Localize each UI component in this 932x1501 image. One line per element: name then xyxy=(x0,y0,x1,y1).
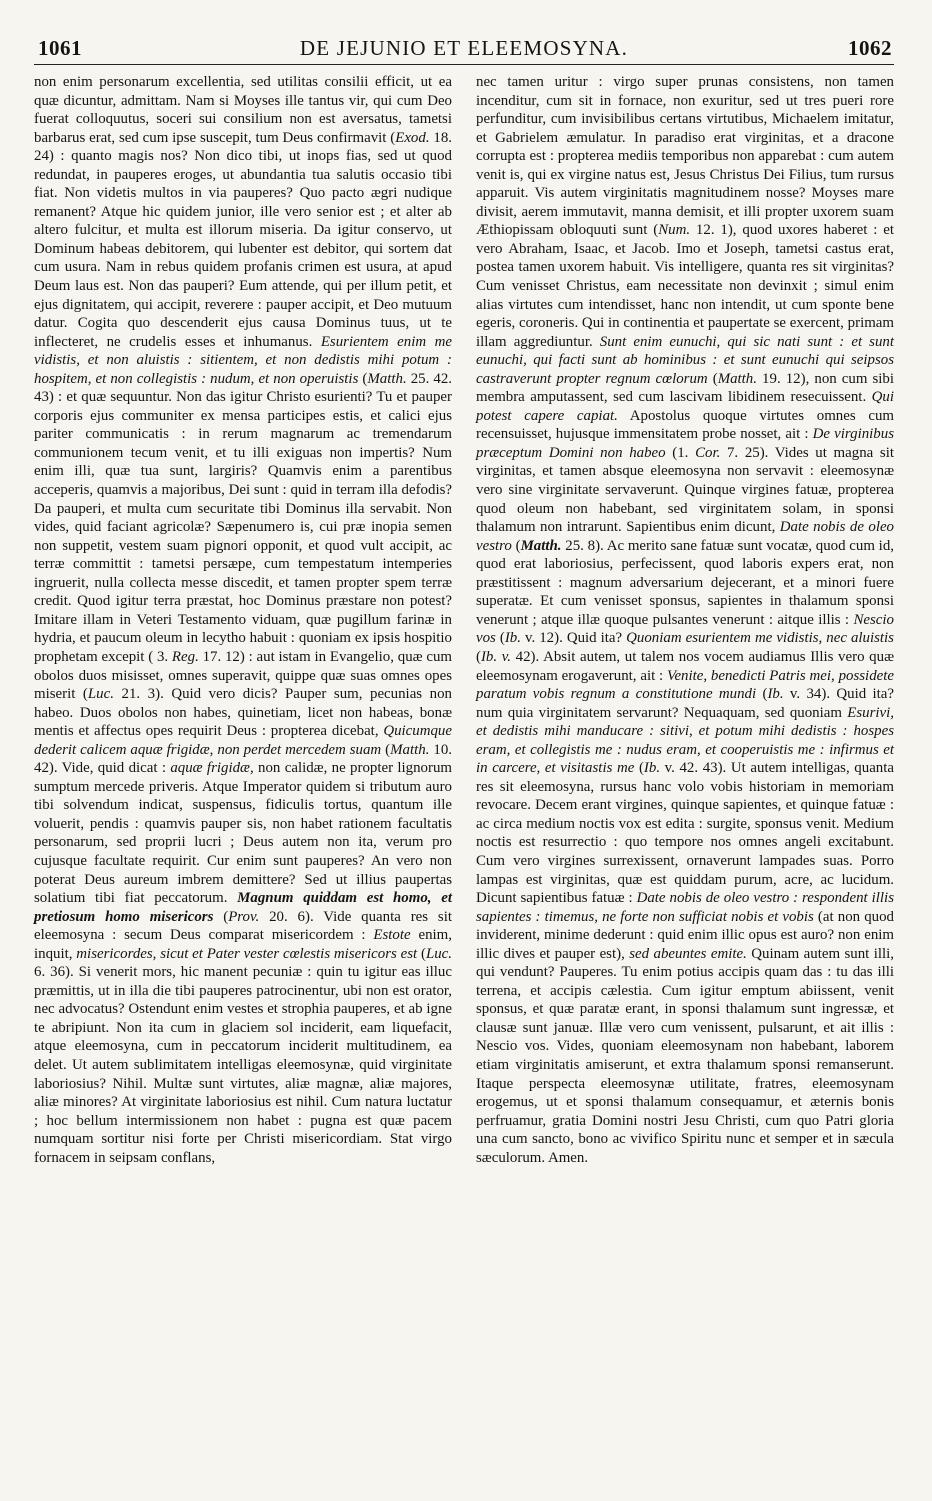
text-segment: enim, inquit, xyxy=(34,927,452,962)
text-segment: v. 34). Quid ita? num quia virginitatem servarunt? Nequaquam, sed quoniam xyxy=(476,686,894,721)
text-segment: (1. xyxy=(665,444,696,461)
text-segment: Nescio vos xyxy=(476,611,894,647)
text-segment: ( xyxy=(417,945,426,962)
text-segment: sed abeuntes emite. xyxy=(629,945,747,962)
text-segment: Magnum quiddam est homo, et pretiosum homo misericors xyxy=(34,890,452,925)
text-segment: nec tamen uritur : virgo super prunas consistens, non tamen incenditur, cum sit in fornace, non exuritur, sed ut tres pueri rore perfunditur, cum invisibilibus certans virtutibus, Michaelem imitatur, et Gabrielem æmulatur. In paradiso erat virginitas, et a dracone corrupta est : propterea mediis temporibus non apparebat : cum autem venit is, qui ex virgine natus est, Jesus Christus Dei Filius, tum rursus apparuit. Vis autem virginitatis magnitudinem nosse? Moyses mare divisit, aerem immutavit, manna demisit, et illi propter uxorem suam Æthiopissam obloquuti sunt ( xyxy=(476,74,894,239)
text-segment: 20. 6). Vide quanta res sit eleemosyna : secum Deus comparat misericordem : xyxy=(34,908,452,944)
text-segment: ( xyxy=(381,741,391,758)
text-segment: 6. 36). Si venerit mors, hic manent pecuniæ : quin tu igitur eas illuc præmittis, ut in illa die tibi pauperes patrocinentur, ubi non est orator, nec advocatus? Ostendunt enim vestes et strophia pauperes, et ab igne te abripiunt. Non ita cum in glaciem sol inciderit, eam liquefacit, atque eleemosyna, cum in peccatorum inciderit multitudinem, ea delet. Ut autem sublimitatem intelligas eleemosynæ, quid virginitate laboriosius? Nihil. Multæ sunt virtutes, aliæ magnæ, aliæ majores, aliæ minores? At virginitate laboriosius est nihil. Cum natura luctatur ; hoc bellum intermissionem non habet : pugna est quæ pacem numquam sortitur nisi forte per Christi misericordiam. Stat virgo fornacem in seipsam conflans, xyxy=(34,964,452,1166)
running-header xyxy=(34,30,894,65)
column-right-text xyxy=(476,73,894,1167)
text-segment: 17. 12) : aut istam in Evangelio, quæ cum obolos duos misisset, omnes superavit, quippe quæ suas omnes opes miserit ( xyxy=(34,648,452,703)
text-segment: 19. 12), non cum sibi membra amputassent, sed cum lascivam libidinem resecuissent. xyxy=(476,370,894,406)
text-segment: Luc. xyxy=(425,945,452,962)
text-segment: Prov. xyxy=(228,908,260,925)
text-segment: ( xyxy=(495,630,505,647)
text-segment: Qui potest capere capiat. xyxy=(476,389,894,424)
page-number-right: 1062 xyxy=(848,36,892,60)
text-segment: Exod. xyxy=(395,129,430,146)
text-segment: Matth. xyxy=(390,741,430,758)
text-segment: ( xyxy=(213,908,229,925)
text-segment: Esurivi, et dedistis mihi manducare : sitivi, et potum mihi dedistis : hospes eram, et collegistis me : nudus eram, et cooperuistis me : infirmus et in carcere, et visitastis me xyxy=(476,704,894,777)
text-columns xyxy=(34,73,894,1493)
text-segment: 25. 8). Ac merito sane fatuæ sunt vocatæ, quod cum id, quod erat laboriosius, perfecissent, quod laboris expers erat, non præstitissent : magnum adversarium dejecerant, et a minori fuere superatæ. Et cum venisset sponsus, sapientes in thalamum sponsi venerunt ; atque illæ quoque pulsantes venerunt : aitque illis : xyxy=(476,537,894,628)
page-number-left: 1061 xyxy=(38,36,82,60)
text-segment: Cor. xyxy=(695,444,721,461)
text-segment: Apostolus quoque virtutes omnes cum recensuisset, hujusque immensitatem probe nosset, ait : xyxy=(476,407,894,443)
text-segment: Venite, benedicti Patris mei, possidete paratum vobis regnum a constitutione mundi xyxy=(476,667,894,703)
running-title: DE JEJUNIO ET ELEEMOSYNA. xyxy=(299,36,629,60)
text-segment: Matth. xyxy=(520,537,562,554)
text-segment: v. 12). Quid ita? xyxy=(520,630,627,647)
text-segment: Ib. xyxy=(504,630,521,647)
text-segment: v. 42. 43). Ut autem intelligas, quanta res sit eleemosyna, rursus hanc volo vobis historiam in memoriam revocare. Decem erant virgines, quinque sapientes, et quinque fatuæ : ac circa medium noctis vox est edita : surgite, sponsus venit. Medium noctis est resurrectio : quo tempore nos omnes angeli excitabunt. Cum vero virgines surrexissent, ornaverunt lampades suas. Porro lampas est virginitas, quæ est quiddam purum, acre, ac lucidum. Dicunt sapientibus fatuæ : xyxy=(476,760,894,907)
text-segment: Matth. xyxy=(367,370,407,387)
text-segment: Ib. v. xyxy=(480,648,511,665)
column-right xyxy=(476,73,894,1493)
text-segment: misericordes, sicut et Pater vester cœlestis misericors est xyxy=(76,945,418,962)
text-segment: ( xyxy=(634,760,644,777)
text-segment: Ib. xyxy=(643,760,661,777)
text-segment: 25. 42. 43) : et quæ sequuntur. Non das igitur Christo esurienti? Tu et pauper corporis ejus communiter ex mensa participes estis, et calici ejus pariter communicatis : in rerum magnarum ac tremendarum communionem tecum venit, et tu illi exiguas non impertis? Num enim illi, quæ tua sunt, largiris? Quamvis enim a parentibus acceperis, quamvis a majoribus, Dei sunt : quid in terram illa defodis? Da pauperi, et multa cum securitate tibi Dominus illa servabit. Non vides, quid faciant agricolæ? Sæpenumero is, cui præ inopia semen non suppetit, vestem suam pignori opponit, et quod vult accipit, ac terræ committit : tametsi persæpe, cum tempestatum intemperies ingruerit, nulla collecta messe discedit, et tamen propter spem terræ credit. Quod igitur terra præstat, hoc Dominus præstare non potest? Imitare illam in Veteri Testamento viduam, quæ pugillum farinæ in hydria, et paucum oleum in lecytho habuit : quoniam ex ipsis hospitio prophetam excepit ( 3. xyxy=(34,370,453,665)
text-segment: Date nobis de oleo vestro : respondent illis sapientes : timemus, ne forte non sufficiat nobis et vobis xyxy=(476,890,894,925)
text-segment: Luc. xyxy=(87,686,114,703)
text-segment: 21. 3). Quid vero dicis? Pauper sum, pecunias non habeo. Duos obolos non habes, quinetiam, licet non habeas, bonæ mentis et affectus opes requirit Deus : propterea dicebat, xyxy=(34,686,452,740)
text-segment: ( xyxy=(511,537,521,554)
column-left-text xyxy=(34,73,452,1167)
text-segment: 7. 25). Vides ut magna sit virginitas, et tamen absque eleemosyna non servavit : eleemosynæ vero sine virginitate servaverunt. Quinque virgines fatuæ, propterea quod oleum non habebant, sed virginitatem solam, in sponsi thalamum non intrarunt. Sapientibus enim dicunt, xyxy=(476,444,894,536)
text-segment: Num. xyxy=(658,222,691,239)
text-segment: 10. 42). Vide, quid dicat : xyxy=(34,741,453,777)
text-segment: non enim personarum excellentia, sed utilitas consilii efficit, ut ea quæ dicuntur, admittam. Nam si Moyses ille tantus vir, qui cum Deo fuerat colloquutus, soceri sui consilium non est aversatus, tametsi barbarus erat, sed cum ipse suscepit, tum Deus confirmavit ( xyxy=(34,74,452,146)
text-segment: 12. 1), quod uxores haberet : et vero Abraham, Isaac, et Jacob. Imo et Joseph, tametsi castus erat, postea tamen uxorem habuit. Vis intelligere, quanta res sit virginitas? Cum venisset Christus, eam necessitate non devinxit ; simul enim alias virtutes cum intendisset, hanc non intendit, ut cum sponte bene egeris, coroneris. Qui in continentia et paupertate se exercent, primam illam aggrediuntur. xyxy=(476,222,894,350)
text-segment: ( xyxy=(756,686,768,703)
text-segment: ( xyxy=(358,370,368,387)
text-segment: Quoniam esurientem me vidistis, nec aluistis xyxy=(626,630,894,647)
text-segment: Quinam autem sunt illi, qui vendunt? Pauperes. Tu enim potius accipis quam das : tu das illi terrena, et accipis cælestia. Cum igitur emptum abiissent, venit sponsus, et quæ paratæ erant, in sponsi thalamum sunt ingressæ, et clausæ sunt januæ. Illæ vero cum venissent, pulsarunt, et ait illis : Nescio vos. Vides, quoniam eleemosynam non habebant, laborem etiam virginitatis amiserunt, et extra thalamum sponsi remanserunt. Itaque perspecta eleemosynæ utilitate, fratres, eleemosynam erogemus, ut et sponsi thalamum consequamur, et æternis bonis perfruamur, gratia Domini nostri Jesu Christi, cum quo Patri gloria una cum sancto, bono ac vivifico Spiritu nunc et semper et in sæcula sæculorum. Amen. xyxy=(476,945,894,1166)
text-segment: non calidæ, ne propter lignorum sumptum mercede priveris. Atque Imperator quidem si tributum auro tibi solvendum indicat, suspensus, fidiculis tortus, quantum ille voluerit, pendis : quamvis pauper sis, non habet rationem facultatis personarum, sed proprii lucri ; Deus autem non ita, verum pro cujusque facultate requirit. Cur enim sunt pauperes? An vero non poterat Deus aureum imbrem demittere? Sed ut illius paupertas solatium tibi fiat peccatorum. xyxy=(34,760,452,907)
text-segment: Estote xyxy=(373,927,411,944)
text-segment: Sunt enim eunuchi, qui sic nati sunt : et sunt eunuchi, qui facti sunt ab hominibus : et sunt eunuchi qui seipsos castraverunt propter regnum cœlorum xyxy=(476,333,894,387)
text-segment: ( xyxy=(707,370,718,387)
text-segment: (at non quod inviderent, minime dederunt : quid enim illic opus est auro? non enim illic dives et pauper est), xyxy=(476,908,894,962)
text-segment: De virginibus præceptum Domini non habeo xyxy=(476,426,894,461)
column-left xyxy=(34,73,452,1493)
text-segment: aquæ frigidæ, xyxy=(170,760,254,777)
text-segment: 18. 24) : quanto magis nos? Non dico tibi, ut inops fias, sed ut quod redundat, in pauperes eroges, ut abundantia tua salutis occasio tibi fiat. Non videtis multos in via pauperes? Quo pacto ægri nudique remanent? Atque hic quidem junior, ille vero senior est ; et alter ab altero fulcitur, et multa est illorum miseria. Da igitur conservo, ut Dominum habeas debitorem, qui lubenter est debitor, qui sortem dat cum usura. Nam in rebus quidem profanis crimen est usura, at apud Deum laus est. Non das pauperi? Eum attende, qui per illum petit, et ejus dignitatem, qui accipit, reverere : pauper accipit, et Deo mutuum datur. Cogita quo descenderit ejus causa Dominus tuus, ut te inflecteret, ne crudelis esses et inhumanus. xyxy=(34,129,452,350)
text-segment: Esurientem enim me vidistis, et non aluistis : sitientem, et non dedistis mihi potum : hospitem, et non collegistis : nudum, et non operuistis xyxy=(34,333,452,387)
text-segment: Date nobis de oleo vestro xyxy=(476,519,895,554)
text-segment: Matth. xyxy=(717,370,757,387)
text-segment: ( xyxy=(476,648,481,665)
text-segment: Ib. xyxy=(767,686,784,703)
text-segment: 42). Absit autem, ut talem nos vocem audiamus Illis vero quæ eleemosynam erogaverunt, ait : xyxy=(476,648,895,684)
text-segment: Reg. xyxy=(171,648,199,665)
text-segment: Quicumque dederit calicem aquæ frigidæ, non perdet mercedem suam xyxy=(34,723,452,758)
